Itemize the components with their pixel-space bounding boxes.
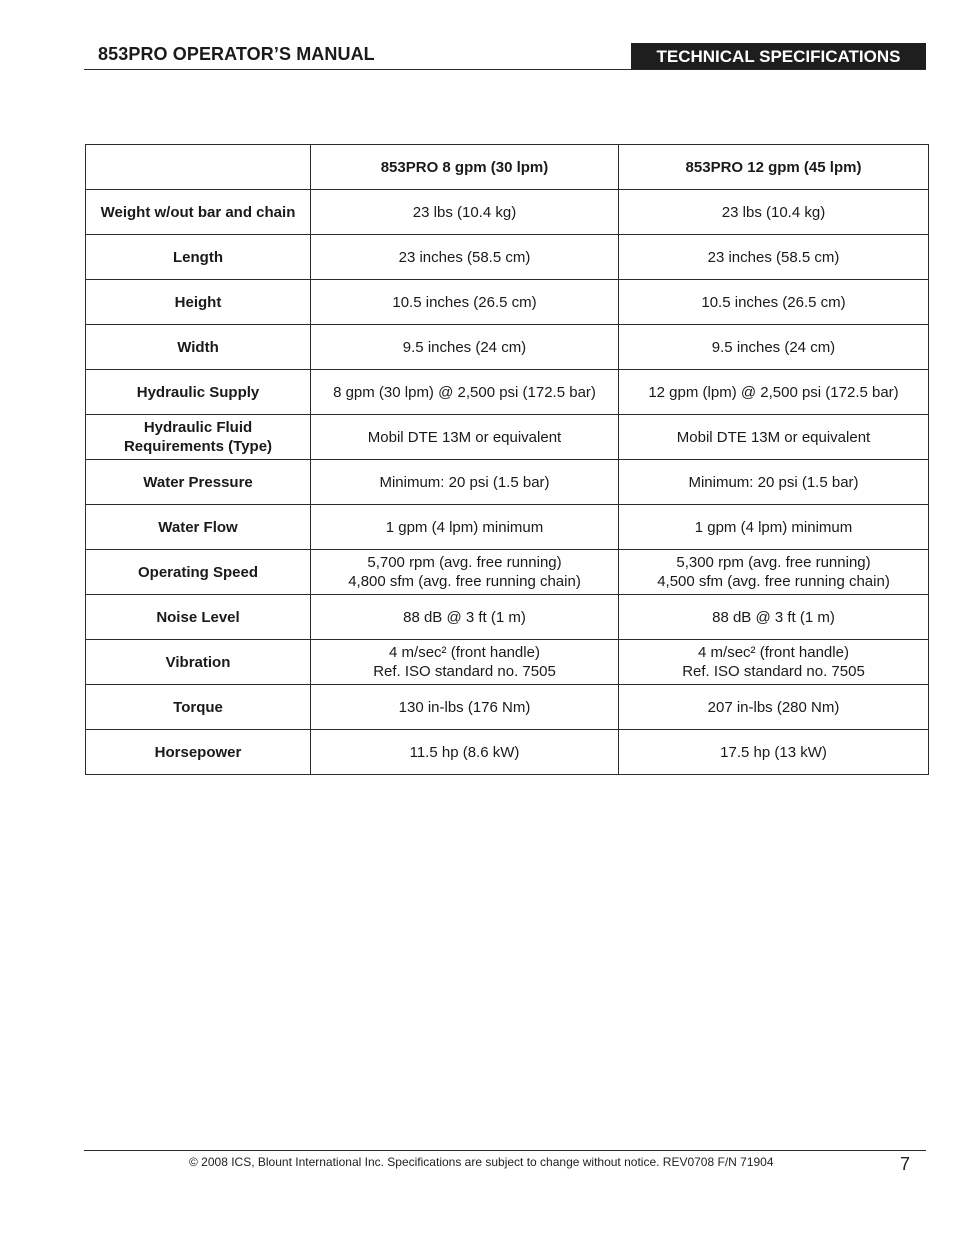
header-divider — [84, 69, 926, 70]
table-row — [86, 280, 929, 325]
cell-text-line: Noise Level — [156, 608, 240, 626]
cell-text-line: 9.5 inches (24 cm) — [711, 338, 836, 356]
table-row — [86, 505, 929, 550]
cell-text-line: Water Pressure — [143, 473, 253, 491]
cell-text-line: Mobil DTE 13M or equivalent — [367, 428, 562, 446]
cell-text-line: 8 gpm (30 lpm) @ 2,500 psi (172.5 bar) — [333, 383, 596, 401]
cell-text-line: 11.5 hp (8.6 kW) — [409, 743, 520, 761]
cell-text-line: 17.5 hp (13 kW) — [720, 743, 827, 761]
cell-text-line: Length — [173, 248, 223, 266]
cell-text-line: 12 gpm (lpm) @ 2,500 psi (172.5 bar) — [648, 383, 899, 401]
cell-text-line: Hydraulic Fluid — [143, 419, 253, 436]
table-header-row — [86, 145, 929, 190]
spec-value-12gpm-cell — [619, 550, 929, 595]
spec-value-8gpm-cell — [311, 730, 619, 775]
cell-text-line: 5,300 rpm (avg. free running) — [676, 554, 871, 571]
cell-text-line: 4 m/sec² (front handle) — [389, 644, 540, 661]
cell-text-line: 23 inches (58.5 cm) — [707, 248, 840, 266]
spec-label-cell — [86, 550, 311, 595]
spec-label-cell — [86, 595, 311, 640]
spec-value-8gpm-cell — [311, 460, 619, 505]
spec-value-12gpm-cell — [619, 460, 929, 505]
cell-text-line: 9.5 inches (24 cm) — [402, 338, 527, 356]
spec-value-8gpm-cell — [311, 595, 619, 640]
spec-value-12gpm-cell — [619, 640, 929, 685]
spec-value-8gpm-cell — [311, 235, 619, 280]
spec-label-cell — [86, 190, 311, 235]
table-row — [86, 235, 929, 280]
spec-label-cell — [86, 235, 311, 280]
spec-value-8gpm-cell — [311, 280, 619, 325]
table-row — [86, 460, 929, 505]
spec-value-12gpm-cell — [619, 280, 929, 325]
spec-value-12gpm-cell — [619, 370, 929, 415]
spec-value-12gpm-cell — [619, 730, 929, 775]
footer-divider — [84, 1150, 926, 1151]
spec-value-8gpm-cell — [311, 505, 619, 550]
cell-text-line: 130 in-lbs (176 Nm) — [398, 698, 531, 716]
spec-label-cell — [86, 370, 311, 415]
specifications-table-body — [86, 145, 929, 775]
cell-text-line: 10.5 inches (26.5 cm) — [701, 293, 846, 311]
spec-value-12gpm-cell — [619, 415, 929, 460]
cell-text-line: Minimum: 20 psi (1.5 bar) — [688, 473, 859, 491]
column-header-8gpm: 853PRO 8 gpm (30 lpm) — [311, 145, 619, 190]
cell-text-line: 10.5 inches (26.5 cm) — [392, 293, 537, 311]
cell-text-line: Mobil DTE 13M or equivalent — [676, 428, 871, 446]
spec-label-cell — [86, 325, 311, 370]
cell-text-line: Minimum: 20 psi (1.5 bar) — [379, 473, 550, 491]
cell-text-line: 1 gpm (4 lpm) minimum — [385, 518, 544, 536]
cell-text-line: Ref. ISO standard no. 7505 — [682, 663, 865, 680]
table-row — [86, 325, 929, 370]
spec-label-cell — [86, 730, 311, 775]
table-row — [86, 595, 929, 640]
table-row — [86, 550, 929, 595]
spec-value-12gpm-cell — [619, 595, 929, 640]
cell-text-line: 4 m/sec² (front handle) — [698, 644, 849, 661]
spec-value-8gpm-cell — [311, 550, 619, 595]
cell-text-line: 23 lbs (10.4 kg) — [412, 203, 517, 221]
spec-label-cell — [86, 640, 311, 685]
cell-text-line: Requirements (Type) — [123, 438, 273, 455]
section-title: TECHNICAL SPECIFICATIONS — [631, 43, 926, 70]
footer-copyright: © 2008 ICS, Blount International Inc. Specifications are subject to change without notice. REV0708 F/N 71904 — [189, 1155, 774, 1169]
column-header-12gpm: 853PRO 12 gpm (45 lpm) — [619, 145, 929, 190]
cell-text-line: 1 gpm (4 lpm) minimum — [694, 518, 853, 536]
cell-text-line: 4,500 sfm (avg. free running chain) — [657, 573, 890, 590]
spec-value-12gpm-cell — [619, 505, 929, 550]
table-row — [86, 685, 929, 730]
spec-value-8gpm-cell — [311, 370, 619, 415]
spec-label-cell — [86, 280, 311, 325]
spec-value-8gpm-cell — [311, 190, 619, 235]
cell-text-line: Hydraulic Supply — [136, 383, 260, 401]
spec-value-12gpm-cell — [619, 325, 929, 370]
cell-text-line: Water Flow — [158, 518, 238, 536]
cell-text-line: Ref. ISO standard no. 7505 — [373, 663, 556, 680]
specifications-table — [85, 144, 929, 775]
spec-value-12gpm-cell — [619, 235, 929, 280]
spec-value-12gpm-cell — [619, 190, 929, 235]
cell-text-line: 23 inches (58.5 cm) — [398, 248, 531, 266]
cell-text-line: Height — [174, 293, 222, 311]
table-row — [86, 640, 929, 685]
cell-text-line: Horsepower — [154, 743, 242, 761]
table-row — [86, 730, 929, 775]
cell-text-line: Width — [177, 338, 219, 356]
table-row — [86, 415, 929, 460]
column-header-label — [86, 145, 311, 190]
cell-text-line: 207 in-lbs (280 Nm) — [707, 698, 840, 716]
spec-label-cell — [86, 505, 311, 550]
page-number: 7 — [900, 1154, 911, 1174]
cell-text-line: 88 dB @ 3 ft (1 m) — [403, 608, 526, 626]
spec-value-8gpm-cell — [311, 325, 619, 370]
cell-text-line: Torque — [173, 698, 223, 716]
manual-title: 853PRO OPERATOR’S MANUAL — [98, 44, 375, 64]
cell-text-line: 5,700 rpm (avg. free running) — [367, 554, 562, 571]
spec-label-cell — [86, 460, 311, 505]
table-row — [86, 370, 929, 415]
spec-label-cell — [86, 685, 311, 730]
spec-value-8gpm-cell — [311, 415, 619, 460]
cell-text-line: Vibration — [165, 653, 231, 671]
spec-label-cell — [86, 415, 311, 460]
spec-value-8gpm-cell — [311, 640, 619, 685]
spec-value-12gpm-cell — [619, 685, 929, 730]
cell-text-line: 4,800 sfm (avg. free running chain) — [348, 573, 581, 590]
cell-text-line: Operating Speed — [137, 563, 259, 581]
cell-text-line: 88 dB @ 3 ft (1 m) — [712, 608, 835, 626]
table-row — [86, 190, 929, 235]
spec-value-8gpm-cell — [311, 685, 619, 730]
cell-text-line: Weight w/out bar and chain — [100, 203, 296, 221]
cell-text-line: 23 lbs (10.4 kg) — [721, 203, 826, 221]
